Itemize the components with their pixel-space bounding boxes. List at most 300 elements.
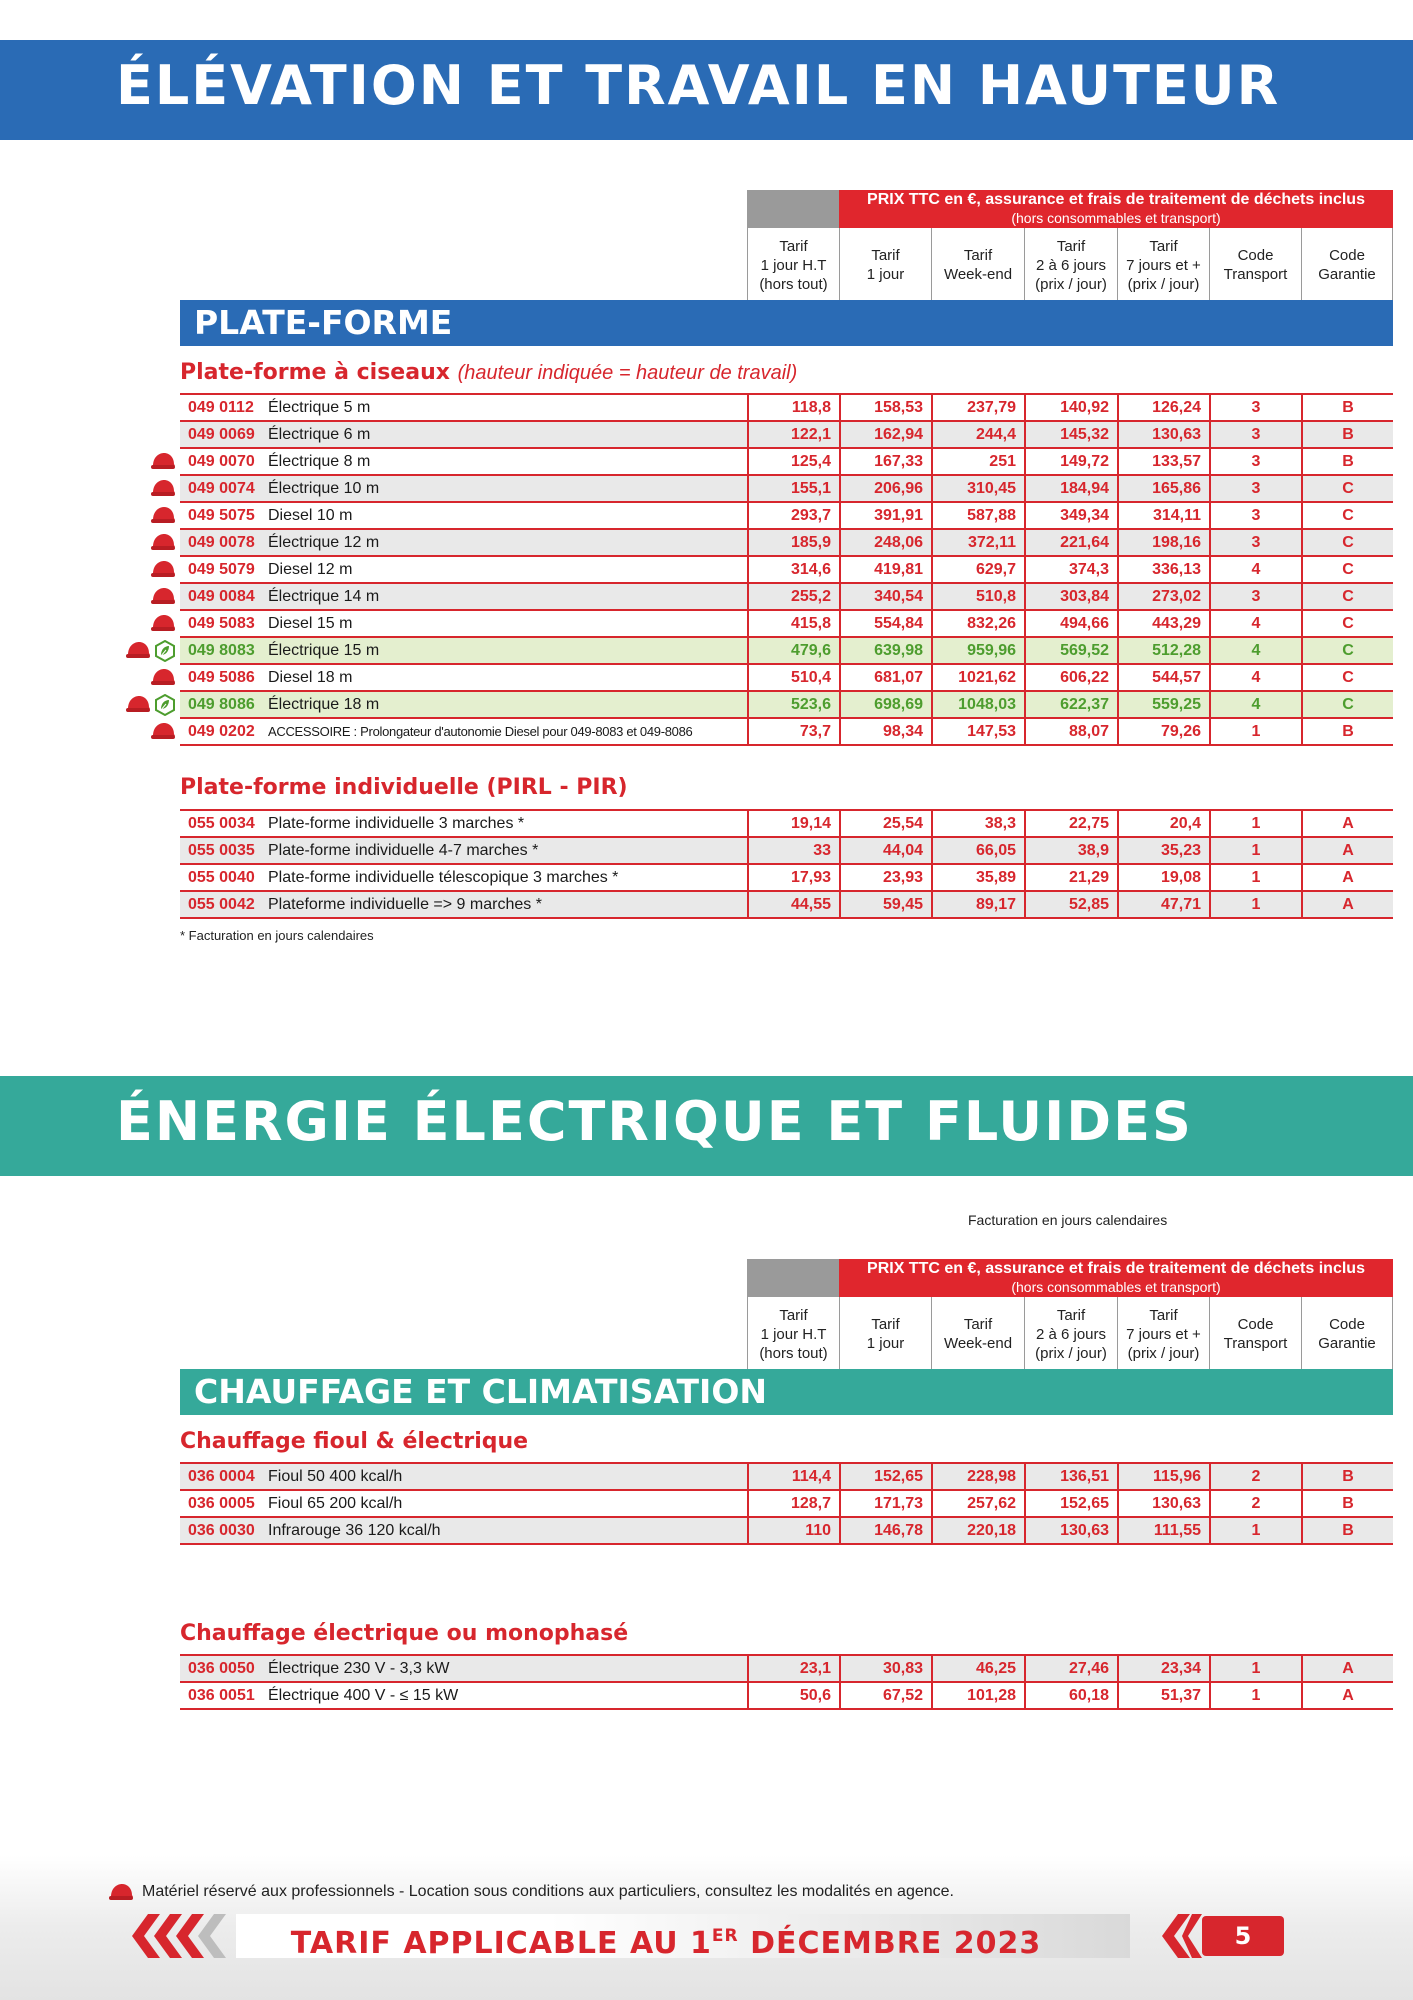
row-icons (150, 532, 180, 557)
billing-note: Facturation en jours calendaires (968, 1212, 1168, 1228)
cell-tarif-2-6: 22,75 (1024, 811, 1117, 836)
cell-code: 055 0034 (188, 815, 255, 832)
header-col-tarif-weekend: Tarif Week-end (931, 1297, 1024, 1371)
cell-code-garantie: C (1301, 638, 1393, 663)
cell-tarif-1jour: 248,06 (839, 530, 931, 555)
hard-hat-icon (150, 667, 176, 692)
cell-code-transport: 3 (1209, 422, 1301, 447)
tarif-date (236, 1914, 1096, 1961)
cell-tarif-weekend: 38,3 (931, 811, 1024, 836)
hard-hat-icon (150, 505, 176, 530)
cell-tarif-1jour: 30,83 (839, 1656, 931, 1681)
cell-code-garantie: C (1301, 584, 1393, 609)
cell-tarif-weekend: 1021,62 (931, 665, 1024, 690)
tarif-prefix: TARIF APPLICABLE AU 1 (290, 1926, 712, 1961)
header-col-code-transport: Code Transport (1209, 1297, 1301, 1371)
cell-tarif-1jour: 23,93 (839, 865, 931, 890)
group-title-text: Plate-forme à ciseaux (180, 360, 450, 385)
header-col-code-garantie: Code Garantie (1301, 1297, 1393, 1371)
page-number: 5 (1202, 1916, 1284, 1956)
cell-code-garantie: A (1301, 811, 1393, 836)
cell-tarif-weekend: 310,45 (931, 476, 1024, 501)
row-icons (150, 505, 180, 530)
cell-label: Électrique 230 V - 3,3 kW (268, 1660, 450, 1677)
cell-tarif-2-6: 303,84 (1024, 584, 1117, 609)
cell-tarif-weekend: 101,28 (931, 1683, 1024, 1708)
cell-label: Électrique 5 m (268, 399, 371, 416)
cell-code-transport: 3 (1209, 503, 1301, 528)
cell-tarif-ht: 255,2 (747, 584, 839, 609)
table-row (180, 503, 1393, 530)
cell-code: 055 0040 (188, 869, 255, 886)
section-banner-energie (0, 1076, 1413, 1176)
cell-tarif-ht: 155,1 (747, 476, 839, 501)
hard-hat-icon (150, 613, 176, 638)
cell-tarif-weekend: 959,96 (931, 638, 1024, 663)
cell-tarif-weekend: 372,11 (931, 530, 1024, 555)
cell-tarif-1jour: 391,91 (839, 503, 931, 528)
cell-tarif-2-6: 349,34 (1024, 503, 1117, 528)
cell-code: 049 0070 (188, 453, 255, 470)
hard-hat-icon (150, 451, 176, 476)
row-icons (125, 694, 180, 721)
cell-tarif-1jour: 639,98 (839, 638, 931, 663)
cell-tarif-2-6: 184,94 (1024, 476, 1117, 501)
cell-code-garantie: C (1301, 503, 1393, 528)
cell-tarif-1jour: 59,45 (839, 892, 931, 917)
cell-tarif-2-6: 569,52 (1024, 638, 1117, 663)
header-prix-line2: (hors consommables et transport) (1011, 210, 1221, 226)
cell-tarif-2-6: 374,3 (1024, 557, 1117, 582)
cell-tarif-ht: 114,4 (747, 1464, 839, 1489)
table-row (180, 449, 1393, 476)
header-columns (747, 1297, 1393, 1371)
cell-label: Diesel 10 m (268, 507, 353, 524)
energie-price-table (180, 1259, 1393, 1719)
hard-hat-icon (150, 559, 176, 584)
cell-tarif-ht: 44,55 (747, 892, 839, 917)
cell-code-transport: 1 (1209, 892, 1301, 917)
category-chauffage: CHAUFFAGE ET CLIMATISATION (180, 1369, 1393, 1415)
cell-code: 049 0084 (188, 588, 255, 605)
cell-code-garantie: B (1301, 395, 1393, 420)
cell-label: Plate-forme individuelle télescopique 3 marches * (268, 869, 619, 886)
cell-tarif-2-6: 21,29 (1024, 865, 1117, 890)
cell-code: 049 0069 (188, 426, 255, 443)
cell-label: Diesel 18 m (268, 669, 353, 686)
chevron-left-icon (130, 1914, 230, 1958)
header-columns (747, 228, 1393, 302)
cell-code: 055 0035 (188, 842, 255, 859)
table-row (180, 1491, 1393, 1518)
cell-label: Diesel 15 m (268, 615, 353, 632)
cell-label: Électrique 10 m (268, 480, 380, 497)
row-icons (150, 586, 180, 611)
cell-label: Plateforme individuelle => 9 marches * (268, 896, 542, 913)
table-row (180, 892, 1393, 919)
elevation-price-table (180, 190, 1393, 950)
group-title-note: (hauteur indiquée = hauteur de travail) (457, 362, 798, 384)
hard-hat-icon (150, 532, 176, 557)
cell-code: 049 5079 (188, 561, 255, 578)
cell-tarif-7plus: 198,16 (1117, 530, 1209, 555)
cell-tarif-7plus: 35,23 (1117, 838, 1209, 863)
cell-tarif-2-6: 221,64 (1024, 530, 1117, 555)
cell-code-garantie: B (1301, 1464, 1393, 1489)
cell-label: Électrique 12 m (268, 534, 380, 551)
cell-tarif-2-6: 130,63 (1024, 1518, 1117, 1543)
tarif-sup: ER (711, 1926, 739, 1946)
cell-code-transport: 2 (1209, 1464, 1301, 1489)
cell-tarif-2-6: 136,51 (1024, 1464, 1117, 1489)
cell-code-transport: 1 (1209, 1683, 1301, 1708)
cell-code-transport: 3 (1209, 530, 1301, 555)
cell-code: 049 5075 (188, 507, 255, 524)
table-row (180, 584, 1393, 611)
row-icons (150, 667, 180, 692)
cell-tarif-ht: 479,6 (747, 638, 839, 663)
header-col-tarif-7plus: Tarif 7 jours et + (prix / jour) (1117, 1297, 1209, 1371)
tarif-suffix: DÉCEMBRE 2023 (738, 1926, 1042, 1961)
cell-tarif-7plus: 130,63 (1117, 422, 1209, 447)
table-row (180, 611, 1393, 638)
header-col-tarif-7plus: Tarif 7 jours et + (prix / jour) (1117, 228, 1209, 302)
hard-hat-icon (150, 478, 176, 503)
cell-code-garantie: C (1301, 692, 1393, 717)
cell-tarif-1jour: 146,78 (839, 1518, 931, 1543)
cell-tarif-ht: 23,1 (747, 1656, 839, 1681)
chevron-left-icon (1162, 1914, 1202, 1958)
cell-tarif-ht: 50,6 (747, 1683, 839, 1708)
header-col-tarif-weekend: Tarif Week-end (931, 228, 1024, 302)
cell-tarif-1jour: 698,69 (839, 692, 931, 717)
table-row (180, 692, 1393, 719)
cell-tarif-ht: 110 (747, 1518, 839, 1543)
cell-code-garantie: B (1301, 422, 1393, 447)
price-header (747, 190, 1393, 302)
group-title-monophase: Chauffage électrique ou monophasé (180, 1621, 629, 1646)
cell-tarif-weekend: 244,4 (931, 422, 1024, 447)
cell-code: 036 0051 (188, 1687, 255, 1704)
cell-code-transport: 2 (1209, 1491, 1301, 1516)
cell-code-garantie: B (1301, 1518, 1393, 1543)
row-icons (150, 559, 180, 584)
row-icons (150, 613, 180, 638)
cell-tarif-2-6: 38,9 (1024, 838, 1117, 863)
cell-code: 036 0030 (188, 1522, 255, 1539)
cell-tarif-1jour: 25,54 (839, 811, 931, 836)
cell-code-transport: 1 (1209, 865, 1301, 890)
cell-code-transport: 4 (1209, 611, 1301, 636)
header-prix-line1: PRIX TTC en €, assurance et frais de traitement de déchets inclus (867, 1260, 1365, 1277)
cell-tarif-ht: 73,7 (747, 719, 839, 744)
table-row (180, 422, 1393, 449)
cell-code: 049 0074 (188, 480, 255, 497)
cell-label: Électrique 15 m (268, 642, 380, 659)
header-prix-ttc (839, 1259, 1393, 1297)
table-rows-pirl (180, 809, 1393, 919)
cell-tarif-weekend: 251 (931, 449, 1024, 474)
cell-tarif-7plus: 126,24 (1117, 395, 1209, 420)
cell-tarif-1jour: 681,07 (839, 665, 931, 690)
table-rows-monophase (180, 1654, 1393, 1710)
table-row (180, 1464, 1393, 1491)
header-col-tarif-2-6: Tarif 2 à 6 jours (prix / jour) (1024, 1297, 1117, 1371)
cell-code-garantie: A (1301, 1656, 1393, 1681)
header-col-tarif-1jour: Tarif 1 jour (839, 1297, 931, 1371)
hard-hat-icon (150, 586, 176, 611)
footnote: * Facturation en jours calendaires (180, 928, 374, 943)
cell-tarif-2-6: 60,18 (1024, 1683, 1117, 1708)
cell-tarif-1jour: 158,53 (839, 395, 931, 420)
table-row (180, 557, 1393, 584)
header-prix-line2: (hors consommables et transport) (1011, 1279, 1221, 1295)
cell-label: ACCESSOIRE : Prolongateur d'autonomie Diesel pour 049-8083 et 049-8086 (268, 724, 693, 739)
group-title-fioul: Chauffage fioul & électrique (180, 1429, 529, 1454)
cell-tarif-1jour: 44,04 (839, 838, 931, 863)
cell-tarif-ht: 118,8 (747, 395, 839, 420)
cell-code-transport: 4 (1209, 665, 1301, 690)
table-row (180, 1518, 1393, 1545)
table-row (180, 638, 1393, 665)
cell-tarif-1jour: 340,54 (839, 584, 931, 609)
header-col-code-transport: Code Transport (1209, 228, 1301, 302)
cell-tarif-ht: 33 (747, 838, 839, 863)
cell-code-transport: 4 (1209, 692, 1301, 717)
cell-code-transport: 3 (1209, 476, 1301, 501)
cell-code-garantie: C (1301, 530, 1393, 555)
cell-code-garantie: A (1301, 1683, 1393, 1708)
cell-tarif-1jour: 67,52 (839, 1683, 931, 1708)
cell-tarif-weekend: 832,26 (931, 611, 1024, 636)
cell-code-garantie: C (1301, 665, 1393, 690)
cell-tarif-1jour: 162,94 (839, 422, 931, 447)
cell-code-garantie: A (1301, 892, 1393, 917)
table-row (180, 865, 1393, 892)
row-icons (150, 451, 180, 476)
price-header (747, 1259, 1393, 1371)
cell-tarif-ht: 19,14 (747, 811, 839, 836)
cell-tarif-7plus: 336,13 (1117, 557, 1209, 582)
cell-tarif-weekend: 228,98 (931, 1464, 1024, 1489)
cell-tarif-7plus: 130,63 (1117, 1491, 1209, 1516)
cell-tarif-ht: 415,8 (747, 611, 839, 636)
header-grey-cell (747, 190, 839, 228)
cell-code-garantie: C (1301, 476, 1393, 501)
cell-tarif-7plus: 79,26 (1117, 719, 1209, 744)
cell-code: 049 0078 (188, 534, 255, 551)
cell-code: 036 0004 (188, 1468, 255, 1485)
header-prix-ttc (839, 190, 1393, 228)
cell-tarif-ht: 128,7 (747, 1491, 839, 1516)
cell-code-garantie: B (1301, 1491, 1393, 1516)
cell-tarif-ht: 17,93 (747, 865, 839, 890)
cell-tarif-weekend: 629,7 (931, 557, 1024, 582)
cell-code-garantie: A (1301, 865, 1393, 890)
cell-code: 055 0042 (188, 896, 255, 913)
row-icons (150, 478, 180, 503)
cell-tarif-7plus: 512,28 (1117, 638, 1209, 663)
cell-code-transport: 1 (1209, 719, 1301, 744)
cell-code-transport: 3 (1209, 584, 1301, 609)
cell-tarif-1jour: 206,96 (839, 476, 931, 501)
cell-code-transport: 4 (1209, 638, 1301, 663)
cell-tarif-7plus: 51,37 (1117, 1683, 1209, 1708)
cell-label: Électrique 400 V - ≤ 15 kW (268, 1687, 459, 1704)
cell-tarif-ht: 125,4 (747, 449, 839, 474)
cell-tarif-7plus: 19,08 (1117, 865, 1209, 890)
group-title-ciseaux (180, 360, 797, 385)
cell-tarif-ht: 122,1 (747, 422, 839, 447)
table-row (180, 530, 1393, 557)
category-plate-forme: PLATE-FORME (180, 300, 1393, 346)
cell-tarif-ht: 523,6 (747, 692, 839, 717)
cell-code-transport: 3 (1209, 395, 1301, 420)
cell-tarif-7plus: 273,02 (1117, 584, 1209, 609)
cell-tarif-7plus: 47,71 (1117, 892, 1209, 917)
cell-label: Électrique 6 m (268, 426, 371, 443)
cell-tarif-weekend: 220,18 (931, 1518, 1024, 1543)
table-row (180, 476, 1393, 503)
cell-tarif-weekend: 1048,03 (931, 692, 1024, 717)
cell-tarif-1jour: 152,65 (839, 1464, 931, 1489)
leaf-icon (154, 640, 176, 667)
cell-code-transport: 1 (1209, 1656, 1301, 1681)
header-col-tarif-1jour: Tarif 1 jour (839, 228, 931, 302)
cell-tarif-1jour: 171,73 (839, 1491, 931, 1516)
footer-note (108, 1882, 954, 1902)
cell-code: 049 0202 (188, 723, 255, 740)
row-icons (150, 721, 180, 746)
cell-tarif-2-6: 152,65 (1024, 1491, 1117, 1516)
cell-tarif-2-6: 140,92 (1024, 395, 1117, 420)
cell-code-transport: 4 (1209, 557, 1301, 582)
cell-label: Diesel 12 m (268, 561, 353, 578)
table-row (180, 1656, 1393, 1683)
cell-tarif-1jour: 98,34 (839, 719, 931, 744)
cell-tarif-7plus: 314,11 (1117, 503, 1209, 528)
cell-tarif-1jour: 419,81 (839, 557, 931, 582)
cell-code-garantie: B (1301, 719, 1393, 744)
cell-label: Fioul 65 200 kcal/h (268, 1495, 403, 1512)
header-grey-cell (747, 1259, 839, 1297)
cell-tarif-2-6: 88,07 (1024, 719, 1117, 744)
cell-tarif-ht: 314,6 (747, 557, 839, 582)
cell-label: Électrique 8 m (268, 453, 371, 470)
footer-note-text: Matériel réservé aux professionnels - Location sous conditions aux particuliers, consultez les modalités en agence. (142, 1883, 954, 1900)
cell-tarif-7plus: 544,57 (1117, 665, 1209, 690)
table-row (180, 719, 1393, 746)
cell-tarif-2-6: 606,22 (1024, 665, 1117, 690)
cell-code: 049 8086 (188, 696, 255, 713)
group-title-pirl: Plate-forme individuelle (PIRL - PIR) (180, 775, 628, 800)
cell-label: Électrique 18 m (268, 696, 380, 713)
cell-code-transport: 3 (1209, 449, 1301, 474)
hard-hat-icon (150, 721, 176, 746)
cell-code-transport: 1 (1209, 811, 1301, 836)
section-banner-elevation (0, 40, 1413, 140)
cell-code-garantie: C (1301, 611, 1393, 636)
header-col-tarif-ht: Tarif 1 jour H.T (hors tout) (747, 228, 839, 302)
cell-tarif-1jour: 554,84 (839, 611, 931, 636)
cell-tarif-2-6: 149,72 (1024, 449, 1117, 474)
cell-tarif-weekend: 510,8 (931, 584, 1024, 609)
hard-hat-icon (125, 694, 151, 721)
cell-label: Infrarouge 36 120 kcal/h (268, 1522, 441, 1539)
cell-code-garantie: A (1301, 838, 1393, 863)
cell-tarif-ht: 293,7 (747, 503, 839, 528)
cell-tarif-7plus: 559,25 (1117, 692, 1209, 717)
cell-label: Fioul 50 400 kcal/h (268, 1468, 403, 1485)
cell-tarif-2-6: 145,32 (1024, 422, 1117, 447)
cell-tarif-weekend: 46,25 (931, 1656, 1024, 1681)
cell-code: 049 8083 (188, 642, 255, 659)
header-col-code-garantie: Code Garantie (1301, 228, 1393, 302)
cell-tarif-7plus: 20,4 (1117, 811, 1209, 836)
section-title: ÉLÉVATION ET TRAVAIL EN HAUTEUR (116, 54, 1281, 117)
cell-tarif-7plus: 443,29 (1117, 611, 1209, 636)
cell-code: 049 5086 (188, 669, 255, 686)
cell-tarif-weekend: 35,89 (931, 865, 1024, 890)
cell-tarif-7plus: 165,86 (1117, 476, 1209, 501)
cell-tarif-2-6: 622,37 (1024, 692, 1117, 717)
cell-label: Électrique 14 m (268, 588, 380, 605)
cell-label: Plate-forme individuelle 4-7 marches * (268, 842, 539, 859)
cell-tarif-weekend: 257,62 (931, 1491, 1024, 1516)
cell-tarif-weekend: 237,79 (931, 395, 1024, 420)
header-col-tarif-ht: Tarif 1 jour H.T (hors tout) (747, 1297, 839, 1371)
leaf-icon (154, 694, 176, 721)
cell-tarif-weekend: 587,88 (931, 503, 1024, 528)
header-prix-line1: PRIX TTC en €, assurance et frais de traitement de déchets inclus (867, 191, 1365, 208)
cell-tarif-7plus: 111,55 (1117, 1518, 1209, 1543)
row-icons (125, 640, 180, 667)
cell-code-transport: 1 (1209, 1518, 1301, 1543)
cell-label: Plate-forme individuelle 3 marches * (268, 815, 525, 832)
cell-tarif-weekend: 89,17 (931, 892, 1024, 917)
cell-tarif-ht: 185,9 (747, 530, 839, 555)
cell-tarif-1jour: 167,33 (839, 449, 931, 474)
table-row (180, 395, 1393, 422)
cell-tarif-ht: 510,4 (747, 665, 839, 690)
cell-tarif-weekend: 66,05 (931, 838, 1024, 863)
cell-code-garantie: C (1301, 557, 1393, 582)
table-rows-ciseaux (180, 393, 1393, 746)
table-row (180, 1683, 1393, 1710)
cell-code: 049 5083 (188, 615, 255, 632)
hard-hat-icon (108, 1882, 134, 1902)
cell-tarif-2-6: 494,66 (1024, 611, 1117, 636)
cell-tarif-7plus: 23,34 (1117, 1656, 1209, 1681)
cell-code-garantie: B (1301, 449, 1393, 474)
table-rows-fioul (180, 1462, 1393, 1545)
table-row (180, 811, 1393, 838)
cell-code-transport: 1 (1209, 838, 1301, 863)
cell-tarif-7plus: 133,57 (1117, 449, 1209, 474)
cell-code: 036 0050 (188, 1660, 255, 1677)
table-row (180, 665, 1393, 692)
hard-hat-icon (125, 640, 151, 667)
cell-tarif-7plus: 115,96 (1117, 1464, 1209, 1489)
cell-tarif-2-6: 52,85 (1024, 892, 1117, 917)
header-col-tarif-2-6: Tarif 2 à 6 jours (prix / jour) (1024, 228, 1117, 302)
cell-code: 049 0112 (188, 399, 254, 416)
cell-tarif-weekend: 147,53 (931, 719, 1024, 744)
table-row (180, 838, 1393, 865)
cell-code: 036 0005 (188, 1495, 255, 1512)
section-title: ÉNERGIE ÉLECTRIQUE ET FLUIDES (116, 1090, 1193, 1153)
cell-tarif-2-6: 27,46 (1024, 1656, 1117, 1681)
